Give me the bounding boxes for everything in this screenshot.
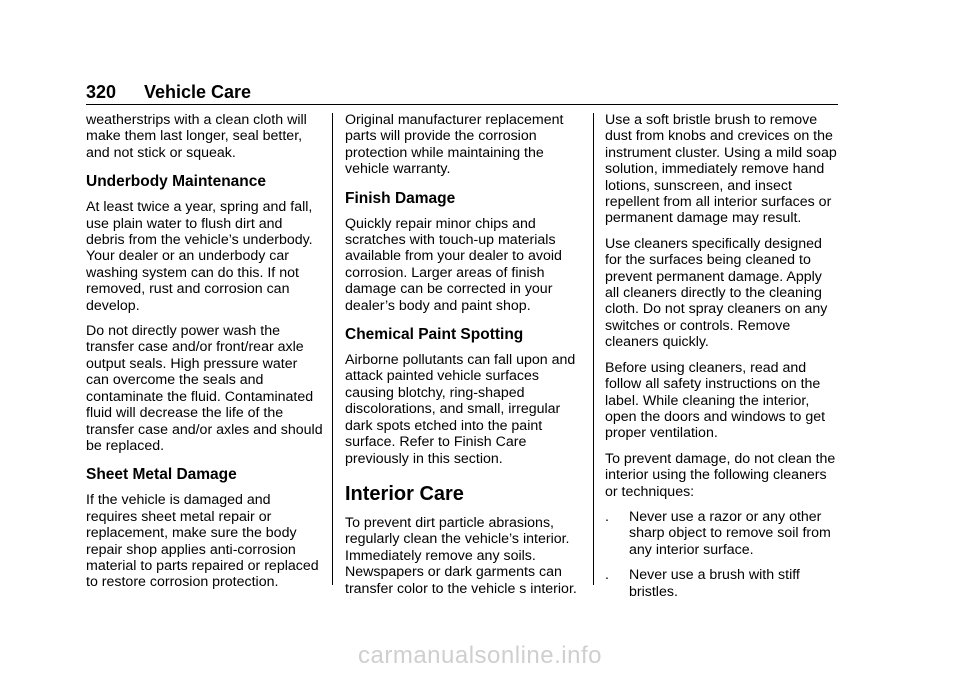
- page-header: [86, 80, 838, 105]
- column-divider-1: [332, 113, 333, 585]
- paragraph-underbody-1: At least twice a year, spring and fall, use plain water to flush dirt and debris from the vehicle’s underbody. Your dealer or an underbody car washing system can do this. If not removed, rust and corrosion can develop.: [86, 199, 313, 314]
- heading-interior-care: Interior Care: [345, 482, 464, 505]
- column-divider-2: [593, 113, 594, 585]
- page-number: 320: [86, 82, 117, 102]
- column-2: [345, 112, 583, 606]
- paragraph-sheet-metal: If the vehicle is damaged and requires sheet metal repair or replacement, make sure the body repair shop applies anti-corrosion material to parts repaired or replaced to restore corrosion protection.: [86, 492, 319, 591]
- paragraph-chemical-spotting: Airborne pollutants can fall upon and attack painted vehicle surfaces causing blotchy, ring-shaped discolorations, and small, irregular dark spots etched into the paint surface. Refer to Finish Care previously in this section.: [345, 352, 576, 467]
- bullet-mark: .: [605, 508, 609, 525]
- bullet-mark: .: [605, 567, 609, 584]
- paragraph-cleaners: Use cleaners specifically designed for the surfaces being cleaned to prevent permanent damage. Apply all cleaners directly to the cleaning cloth. Do not spray cleaners on any switches or controls. Remove cleaners quickly.: [605, 235, 828, 351]
- heading-finish-damage: Finish Damage: [345, 189, 456, 207]
- column-3: [605, 112, 840, 609]
- heading-chemical-paint-spotting: Chemical Paint Spotting: [345, 326, 524, 344]
- heading-sheet-metal-damage: Sheet Metal Damage: [86, 466, 237, 484]
- paragraph-finish-damage: Quickly repair minor chips and scratches with touch-up materials available from your dealer to avoid corrosion. Larger areas of finish damage can be corrected in your dealer’s body and paint shop.: [345, 215, 562, 314]
- paragraph-before-cleaning: Before using cleaners, read and follow all safety instructions on the label. While cleaning the interior, open the doors and windows to get proper ventilation.: [605, 359, 826, 442]
- paragraph-soft-brush: Use a soft bristle brush to remove dust from knobs and crevices on the instrument cluster. Using a mild soap solution, immediately remove hand lotions, sunscreen, and insect repellent from all interior surfaces or permanent damage may result.: [605, 112, 837, 227]
- paragraph-prevent-damage: To prevent damage, do not clean the interior using the following cleaners or techniques:: [605, 450, 836, 500]
- heading-underbody-maintenance: Underbody Maintenance: [86, 173, 266, 191]
- watermark: carmanualsonline.info: [358, 642, 602, 669]
- list-item: [605, 509, 840, 558]
- column-1: [86, 112, 324, 600]
- list-item: [605, 567, 840, 600]
- bullet-text: Never use a razor or any other sharp object to remove soil from any interior surface.: [629, 508, 831, 558]
- section-title: Vehicle Care: [144, 82, 252, 102]
- paragraph-oem-parts: Original manufacturer replacement parts will provide the corrosion protection while maintaining the vehicle warranty.: [345, 112, 564, 178]
- paragraph-underbody-2: Do not directly power wash the transfer case and/or front/rear axle output seals. High pressure water can overcome the seals and contaminate the fluid. Contaminated fluid will decrease the life of the transfer case and/or axles and should be replaced.: [86, 323, 323, 454]
- bullet-text: Never use a brush with stiff bristles.: [629, 567, 800, 600]
- paragraph-intro: weatherstrips with a clean cloth will make them last longer, seal better, and not stick or squeak.: [86, 112, 307, 161]
- paragraph-interior-care: To prevent dirt particle abrasions, regularly clean the vehicle’s interior. Immediately remove any soils. Newspapers or dark garments can transfer color to the vehicle s interior.: [345, 514, 577, 597]
